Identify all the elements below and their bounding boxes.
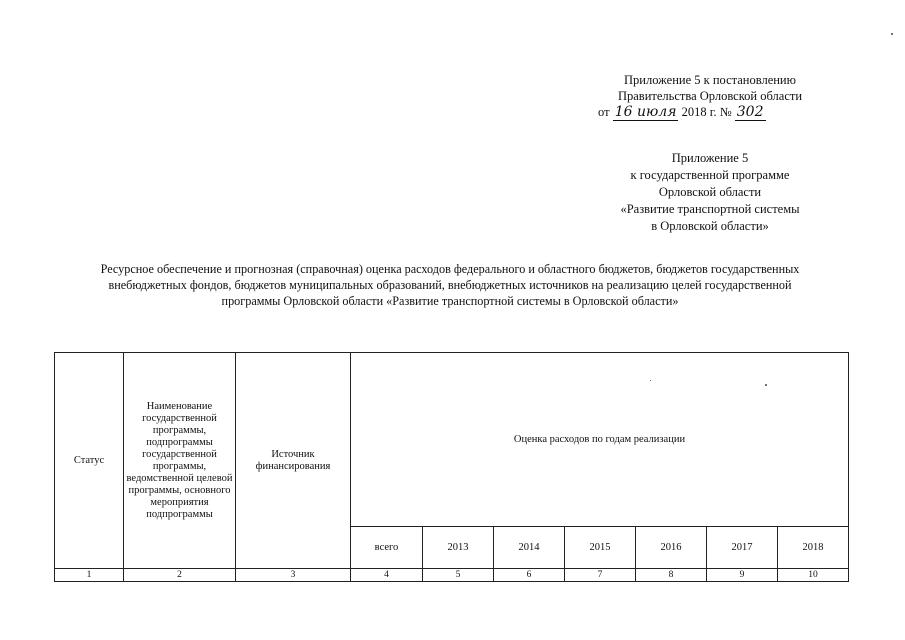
handwritten-date: 16 июля [614, 104, 677, 120]
column-number: 9 [707, 569, 778, 582]
decree-date-line [590, 104, 830, 121]
header-source: Источник финансирования [236, 353, 351, 569]
column-number: 2 [124, 569, 236, 582]
column-number-row [55, 569, 849, 582]
header-row-1 [55, 353, 849, 527]
header-name: Наименование государственной программы, подпрограммы государственной программы, ведомственной целевой программы, основного мероприятия подпрограммы [124, 353, 236, 569]
appendix-line-2: к государственной программе [630, 168, 790, 182]
header-year-2017: 2017 [707, 527, 778, 569]
column-number: 6 [494, 569, 565, 582]
column-number: 10 [778, 569, 849, 582]
header-year-2015: 2015 [565, 527, 636, 569]
appendix-line-5: в Орловской области» [651, 219, 769, 233]
header-year-2014: 2014 [494, 527, 565, 569]
column-number: 5 [423, 569, 494, 582]
resource-table [54, 352, 849, 582]
header-year-2016: 2016 [636, 527, 707, 569]
appendix-line-1: Приложение 5 [671, 151, 749, 165]
appendix-line-3: Орловской области [658, 185, 762, 199]
date-suffix: 2018 г. № [681, 105, 732, 119]
scan-speck [891, 33, 893, 35]
scan-speck [765, 384, 767, 386]
column-number: 1 [55, 569, 124, 582]
header-year-2018: 2018 [778, 527, 849, 569]
decree-header [590, 72, 830, 121]
title-line-1: Ресурсное обеспечение и прогнозная (справочная) оценка расходов федерального и областного бюджетов, бюджетов государственных [100, 262, 800, 276]
header-estimate: Оценка расходов по годам реализации [351, 353, 849, 527]
title-line-2: внебюджетных фондов, бюджетов муниципальных образований, внебюджетных источников на реализацию целей государственной [108, 278, 792, 292]
scan-speck [650, 380, 651, 381]
column-number: 3 [236, 569, 351, 582]
column-number: 4 [351, 569, 423, 582]
column-number: 8 [636, 569, 707, 582]
appendix-header [595, 150, 825, 235]
column-number: 7 [565, 569, 636, 582]
handwritten-number: 302 [736, 104, 764, 120]
header-year-2013: 2013 [423, 527, 494, 569]
decree-line-2: Правительства Орловской области [617, 89, 803, 103]
title-line-3: программы Орловской области «Развитие транспортной системы в Орловской области» [221, 294, 679, 308]
header-total: всего [351, 527, 423, 569]
appendix-line-4: «Развитие транспортной системы [620, 202, 800, 216]
date-prefix: от [598, 105, 610, 119]
header-status: Статус [55, 353, 124, 569]
decree-line-1: Приложение 5 к постановлению [624, 73, 796, 87]
document-title [50, 261, 850, 309]
